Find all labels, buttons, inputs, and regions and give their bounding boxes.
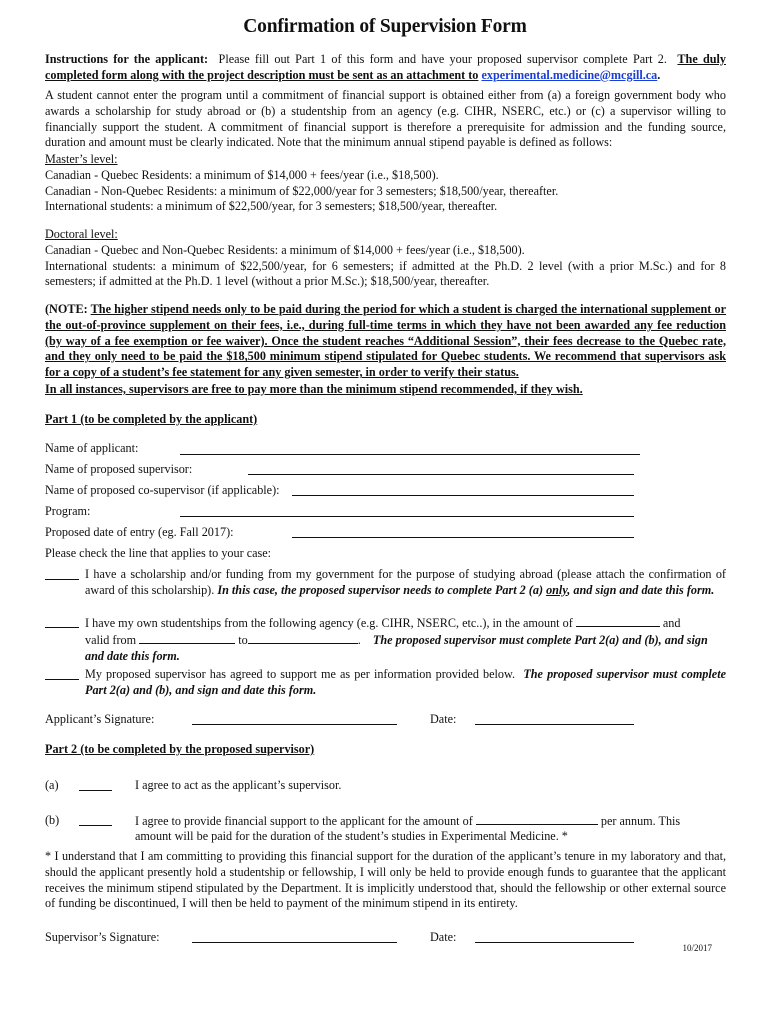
check-prompt: Please check the line that applies to your case: <box>45 546 272 560</box>
instructions-bold-text: The duly completed form along with the project description must be sent as an attachment to <box>45 52 727 82</box>
supervisor-signature-field[interactable] <box>192 942 397 943</box>
part2-b-line1 <box>135 813 680 829</box>
option-scholarship <box>45 567 726 599</box>
studentship-amount-field[interactable] <box>576 615 660 627</box>
field-label-supervisor: Name of proposed supervisor: <box>45 462 193 476</box>
field-label-program: Program: <box>45 504 91 518</box>
applicant-signature-label: Applicant’s Signature: <box>45 712 155 726</box>
option-studentship-and: and <box>662 616 681 630</box>
part2-a-checkline[interactable] <box>79 790 112 791</box>
part2-a-text: I agree to act as the applicant’s supervisor. <box>135 778 342 792</box>
option-supervisor-support-instruction: The proposed supervisor must complete Part 2(a) and (b), and sign and date this form. <box>85 667 726 697</box>
form-title: Confirmation of Supervision Form <box>243 16 527 37</box>
part2-b-label: (b) <box>45 813 60 827</box>
email-link[interactable]: experimental.medicine@mcgill.ca <box>481 67 658 82</box>
supervisor-date-label: Date: <box>430 930 457 944</box>
applicant-name-field[interactable] <box>180 454 640 455</box>
instructions-text: Please fill out Part 1 of this form and have your proposed supervisor complete Part 2. <box>218 52 667 66</box>
doctoral-section <box>45 227 726 290</box>
all-instances-note: In all instances, supervisors are free to pay more than the minimum stipend recommended, if they wish. <box>45 382 583 396</box>
doctoral-heading: Doctoral level: <box>45 227 118 241</box>
intro-paragraph: A student cannot enter the program until a commitment of financial support is obtained either from (a) a foreign government body who awards a scholarship for study abroad or (b) a studentship from an agency (e.g. CIHR, NSERC, etc.) or (c) a supervisor willing to financially support the student. A commitment of financial support is therefore a prerequisite for admission and the funding source, duration and amount must be clearly indicated. Note that the minimum annual stipend payable is defined as follows: <box>45 88 726 150</box>
support-amount-field[interactable] <box>476 813 598 825</box>
supervisor-signature-label: Supervisor’s Signature: <box>45 930 160 944</box>
part2-b-text: I agree to provide financial support to the applicant for the amount of <box>135 814 473 828</box>
option-scholarship-only: only <box>546 582 568 597</box>
option-scholarship-instruction: In this case, the proposed supervisor needs to complete Part 2 (a) <box>217 582 544 597</box>
cosupervisor-name-field[interactable] <box>292 495 634 496</box>
instructions-end: . <box>657 67 661 82</box>
option-scholarship-text: I have a scholarship and/or funding from my government for the purpose of studying abroad (please attach the confirmation of award of this scholarship). <box>85 567 726 597</box>
masters-heading: Master’s level: <box>45 152 118 166</box>
part2-a-label: (a) <box>45 778 59 792</box>
part2-b-line2: amount will be paid for the duration of the student’s studies in Experimental Medicine. * <box>135 829 568 843</box>
applicant-signature-field[interactable] <box>192 724 397 725</box>
option-scholarship-instruction-end: , and sign and date this form. <box>567 582 715 597</box>
masters-line: Canadian - Non-Quebec Residents: a minimum of $22,000/year for 3 semesters; $18,500/year, thereafter. <box>45 183 559 198</box>
field-label-cosupervisor: Name of proposed co-supervisor (if applicable): <box>45 483 280 497</box>
field-label-applicant: Name of applicant: <box>45 441 139 455</box>
part2-b-text-end: per annum. This <box>600 814 681 828</box>
part2-heading: Part 2 (to be completed by the proposed supervisor) <box>45 742 315 756</box>
masters-line: Canadian - Quebec Residents: a minimum of $14,000 + fees/year (i.e., $18,500). <box>45 167 439 182</box>
note-prefix: (NOTE: <box>45 302 88 316</box>
note-paragraph <box>45 302 726 381</box>
valid-from-field[interactable] <box>139 632 235 644</box>
instructions <box>45 52 726 84</box>
field-label-entry-date: Proposed date of entry (eg. Fall 2017): <box>45 525 234 539</box>
option-studentship-valid: valid from <box>85 632 137 647</box>
form-version: 10/2017 <box>682 943 712 953</box>
option-studentship-instruction: The proposed supervisor must complete Part 2(a) and (b), and sign and date this form. <box>85 632 708 663</box>
supervisor-name-field[interactable] <box>248 474 634 475</box>
option-studentship-checkline[interactable] <box>45 627 79 628</box>
option-scholarship-checkline[interactable] <box>45 579 79 580</box>
masters-section <box>45 152 726 215</box>
doctoral-line: International students: a minimum of $22,500/year, for 6 semesters; if admitted at the Ph.D. 2 level (with a prior M.Sc.) and for 8 semesters; if admitted at the Ph.D. 1 level (without a prior M.Sc.); $18,500/year, thereafter. <box>45 258 726 289</box>
program-field[interactable] <box>180 516 634 517</box>
masters-line: International students: a minimum of $22,500/year, for 3 semesters; $18,500/year, thereafter. <box>45 199 498 214</box>
option-supervisor-support <box>45 667 726 699</box>
option-supervisor-support-checkline[interactable] <box>45 679 79 680</box>
option-supervisor-support-text: My proposed supervisor has agreed to support me as per information provided below. <box>85 667 516 681</box>
option-studentship-dot: . <box>357 632 361 647</box>
applicant-date-field[interactable] <box>475 724 634 725</box>
option-studentship-text: I have my own studentships from the following agency (e.g. CIHR, NSERC, etc..), in the amount of <box>85 616 573 630</box>
applicant-date-label: Date: <box>430 712 457 726</box>
note-text: The higher stipend needs only to be paid during the period for which a student is charged the international supplement or the out-of-province supplement on their fees, i.e., during full-time terms in which they have not been awarded any fee reduction (by way of a fee exemption or fee waiver). Once the student reaches “Additional Session”, their fees decrease to the Quebec rate, and they only need to be paid the $18,500 minimum stipend stipulated for Quebec students. We recommend that supervisors ask for a copy of a student’s fee statement for any given semester, in order to verify their status. <box>45 302 727 380</box>
option-studentship <box>45 615 726 664</box>
commitment-footnote: * I understand that I am committing to providing this financial support for the duration of the applicant’s tenure in my laboratory and that, should the applicant presently hold a studentship or fellowship, I will only be held to provide enough funds to guarantee that the applicant receives the minimum stipend stipulated by the Department. It is implicitly understood that, should the fellowship or other external source of funding be discontinued, I will then be held to payment of the minimum stipend in its entirety. <box>45 849 726 911</box>
instructions-label: Instructions for the applicant: <box>45 52 209 66</box>
valid-to-field[interactable] <box>248 632 358 644</box>
option-studentship-to: to <box>238 632 248 647</box>
part2-b-checkline[interactable] <box>79 825 112 826</box>
supervisor-date-field[interactable] <box>475 942 634 943</box>
part1-heading: Part 1 (to be completed by the applicant) <box>45 412 258 426</box>
entry-date-field[interactable] <box>292 537 634 538</box>
doctoral-line: Canadian - Quebec and Non-Quebec Residents: a minimum of $14,000 + fees/year (i.e., $18,500). <box>45 242 525 257</box>
